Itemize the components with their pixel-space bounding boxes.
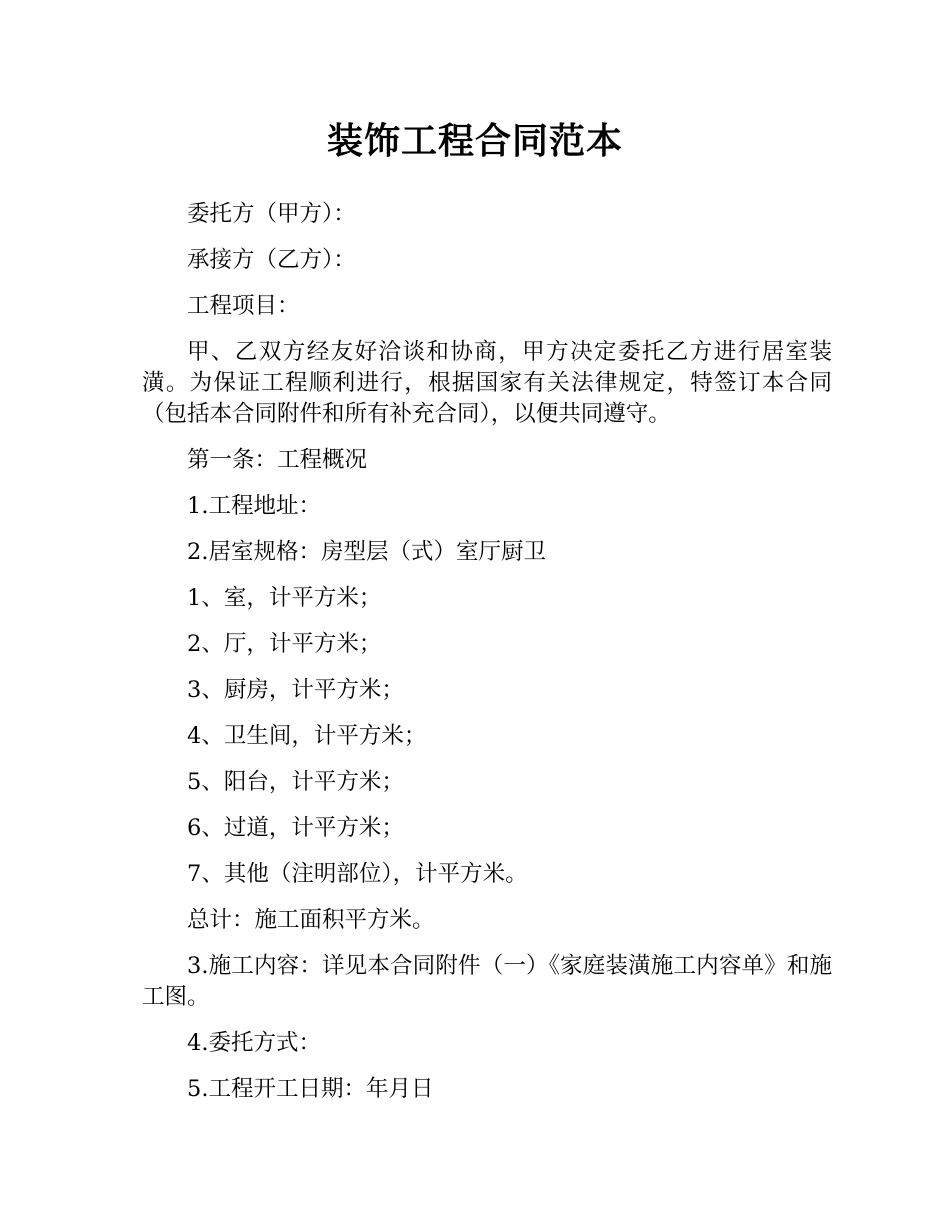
project-address-line: 1.工程地址： [187, 493, 321, 519]
area-item-corridor: 6、过道，计平方米； [187, 815, 404, 841]
construction-content-line: 3.施工内容：详见本合同附件（一）《家庭装潢施工内容单》和施工图。 [142, 953, 832, 1010]
area-item-other: 7、其他（注明部位），计平方米。 [187, 861, 528, 887]
area-item-room: 1、室，计平方米； [187, 585, 382, 611]
document-title: 装饰工程合同范本 [326, 121, 623, 162]
project-line: 工程项目： [187, 293, 300, 319]
document-body [142, 199, 832, 1120]
room-spec-line: 2.居室规格：房型层（式）室厅厨卫 [187, 539, 546, 565]
party-a-line: 委托方（甲方）： [187, 201, 356, 227]
start-date-line: 5.工程开工日期：年月日 [187, 1076, 434, 1102]
total-area-line: 总计：施工面积平方米。 [187, 907, 435, 933]
commission-method-line: 4.委托方式： [187, 1030, 321, 1056]
party-b-line: 承接方（乙方）： [187, 247, 356, 273]
area-item-bathroom: 4、卫生间，计平方米； [187, 723, 427, 749]
area-item-balcony: 5、阳台，计平方米； [187, 769, 404, 795]
article-1-heading: 第一条：工程概况 [187, 447, 368, 473]
area-item-kitchen: 3、厨房，计平方米； [187, 677, 404, 703]
area-item-hall: 2、厅，计平方米； [187, 631, 382, 657]
preamble-paragraph: 甲、乙双方经友好洽谈和协商，甲方决定委托乙方进行居室装潢。为保证工程顺利进行，根据国家有关法律规定，特签订本合同（包括本合同附件和所有补充合同），以便共同遵守。 [142, 339, 832, 427]
